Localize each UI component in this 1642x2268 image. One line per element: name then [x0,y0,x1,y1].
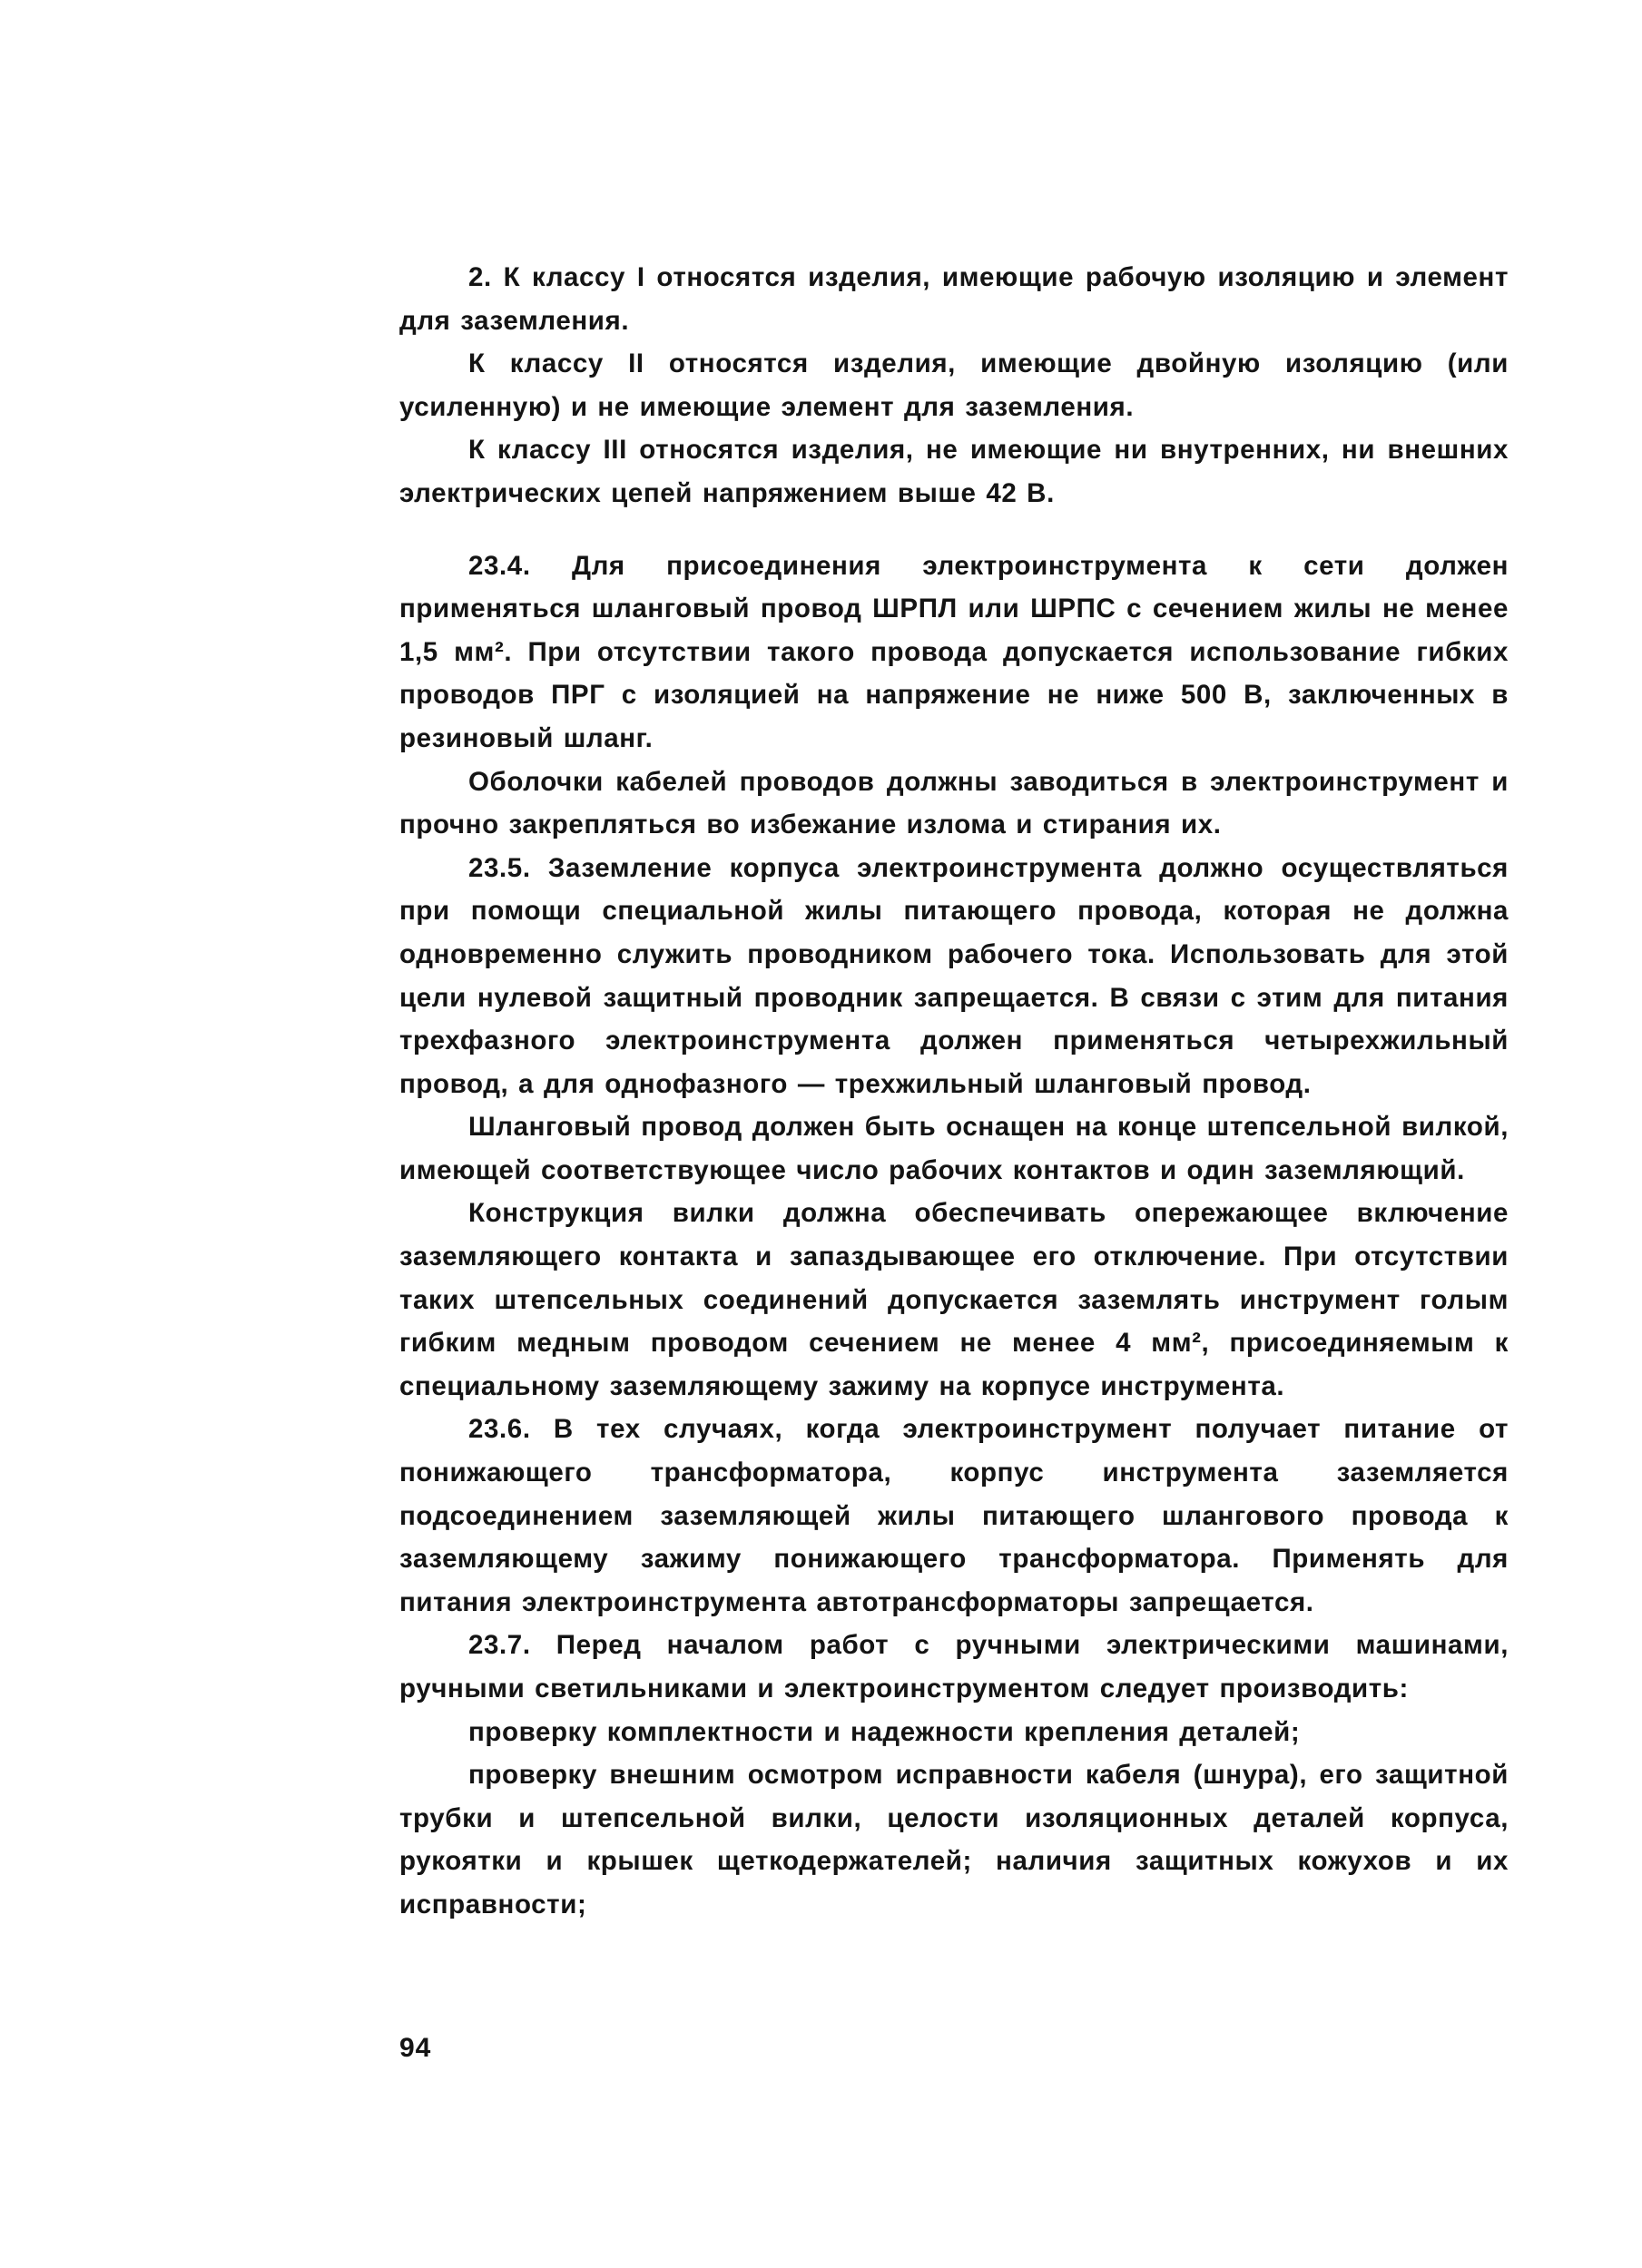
page-number: 94 [399,2033,432,2063]
paragraph-check-completeness: проверку комплектности и надежности крепления деталей; [468,1716,1301,1747]
paragraph-plug-design: Конструкция вилки должна обеспечивать опережающее включение заземляющего контакта и запаздывающее его отключение. При отсутствии таких штепсельных соединений допускается заземлять инструмент голым гибким медным проводом сечением не менее 4 мм², присоединяемым к специальному заземляющему зажиму на корпусе инструмента. [399,1198,1509,1401]
paragraph-23-6: 23.6. В тех случаях, когда электроинструмент получает питание от понижающего трансформатора, корпус инструмента заземляется подсоединением заземляющей жилы питающего шлангового провода к заземляющему зажиму понижающего трансформатора. Применять для питания электроинструмента автотрансформаторы запрещается. [399,1414,1509,1617]
paragraph-23-7: 23.7. Перед началом работ с ручными электрическими машинами, ручными светильниками и электроинструментом следует производить: [399,1630,1509,1703]
paragraph-23-5: 23.5. Заземление корпуса электроинструмента должно осуществляться при помощи специальной жилы питающего провода, которая не должна одновременно служить проводником рабочего тока. Использовать для этой цели нулевой защитный проводник запрещается. В связи с этим для питания трехфазного электроинструмента должен применяться четырехжильный провод, а для однофазного — трехжильный шланговый провод. [399,852,1509,1099]
paragraph-class-1: 2. К классу I относятся изделия, имеющие рабочую изоляцию и элемент для заземления. [399,262,1509,336]
body-text [399,256,1509,1927]
paragraph-class-3: К классу III относятся изделия, не имеющие ни внутренних, ни внешних электрических цепей напряжением выше 42 В. [399,435,1509,508]
paragraph-check-inspection: проверку внешним осмотром исправности кабеля (шнура), его защитной трубки и штепсельной вилки, целости изоляционных деталей корпуса, рукоятки и крышек щеткодержателей; наличия защитных кожухов и их исправности; [399,1760,1509,1919]
paragraph-hose-wire-plug: Шланговый провод должен быть оснащен на конце штепсельной вилкой, имеющей соответствующее число рабочих контактов и один заземляющий. [399,1112,1509,1185]
paragraph-23-4: 23.4. Для присоединения электроинструмента к сети должен применяться шланговый провод ШРПЛ или ШРПС с сечением жилы не менее 1,5 мм². При отсутствии такого провода допускается использование гибких проводов ПРГ с изоляцией на напряжение не ниже 500 В, заключенных в резиновый шланг. [399,550,1509,753]
paragraph-cable-sheaths: Оболочки кабелей проводов должны заводиться в электроинструмент и прочно закрепляться во избежание излома и стирания их. [399,766,1509,840]
paragraph-class-2: К классу II относятся изделия, имеющие двойную изоляцию (или усиленную) и не имеющие элемент для заземления. [399,349,1509,422]
